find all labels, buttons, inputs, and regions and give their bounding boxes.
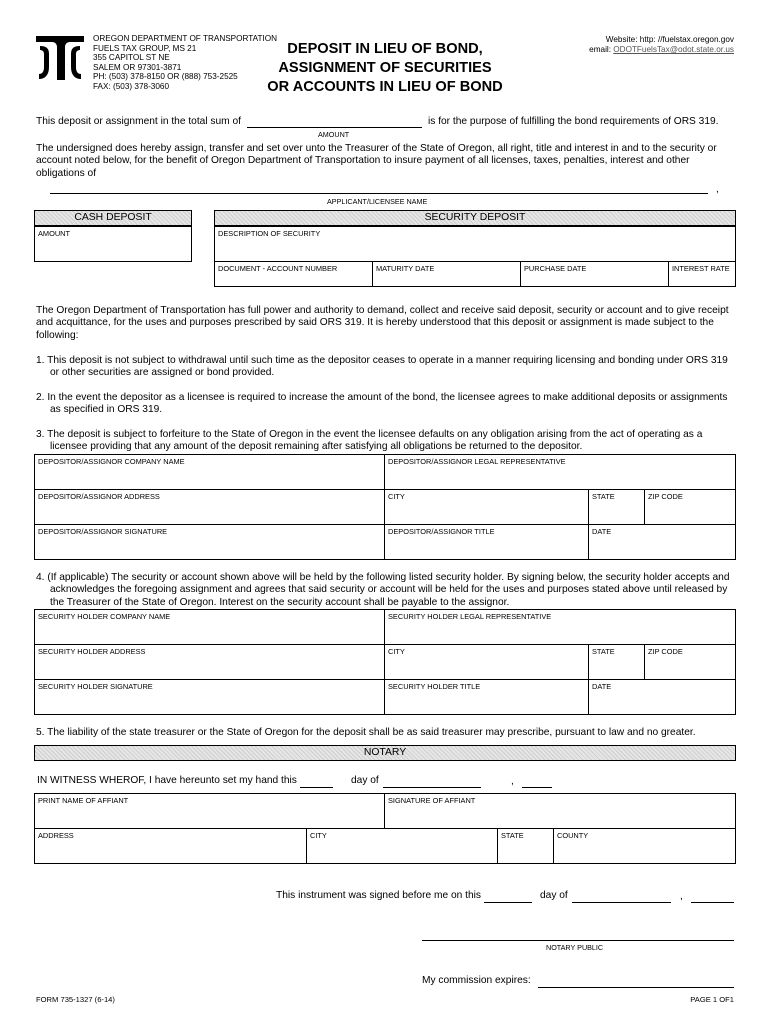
email-label: email:: [589, 45, 611, 54]
field-label: DEPOSITOR/ASSIGNOR LEGAL REPRESENTATIVE: [388, 457, 566, 466]
field-label: DEPOSITOR/ASSIGNOR COMPANY NAME: [38, 457, 185, 466]
sum-prefix: This deposit or assignment in the total sum of: [36, 116, 241, 127]
affiant-city-field[interactable]: [306, 828, 498, 864]
field-label: COUNTY: [557, 831, 589, 840]
depositor-date-field[interactable]: [588, 524, 736, 560]
holder-date-field[interactable]: [588, 679, 736, 715]
comma: ,: [716, 184, 719, 195]
field-label: STATE: [592, 492, 615, 501]
comma: ,: [680, 891, 683, 902]
field-label: MATURITY DATE: [376, 264, 435, 273]
depositor-state-field[interactable]: [588, 489, 645, 525]
form-title: [250, 40, 520, 97]
term-3: 3. The deposit is subject to forfeiture to the State of Oregon in the event the licensee defaults on any obligation arising from the act of operating as a licensee providing that any amount of the deposit remaining after satisfying all obligations be returned to the depositor.: [36, 429, 703, 453]
field-label: STATE: [592, 647, 615, 656]
agency-line: 355 CAPITOL ST NE: [93, 53, 170, 63]
signed-before-text: This instrument was signed before me on this: [276, 890, 481, 901]
assignment-paragraph: The undersigned does hereby assign, transfer and set over unto the Treasurer of the State of Oregon, all right, title and interest in and to the security or account noted below, for the benefit of Oregon Department of Transportation to insure payment of all licenses, taxes, penalties, interest and other obligations of: [36, 143, 717, 179]
signed-year-line[interactable]: [691, 902, 734, 903]
agency-line: SALEM OR 97301-3871: [93, 62, 182, 72]
signed-month-line[interactable]: [572, 902, 671, 903]
day-of-text: day of: [351, 775, 379, 786]
field-label: ZIP CODE: [648, 492, 683, 501]
affiant-name-field[interactable]: [34, 793, 385, 829]
field-label: DATE: [592, 527, 612, 536]
maturity-date-field[interactable]: [372, 261, 521, 287]
witness-text: IN WITNESS WHEROF, I have hereunto set my hand this: [37, 775, 297, 786]
field-label: SECURITY HOLDER COMPANY NAME: [38, 612, 171, 621]
field-label: SECURITY HOLDER ADDRESS: [38, 647, 146, 656]
term-4: 4. (If applicable) The security or account shown above will be held by the following listed security holder. By signing below, the security holder accepts and acknowledges the foregoing assignment and agrees that said security or account will be held for the uses and purposes stated above until released by the Treasurer of the State of Oregon. Interest on the security account shall be payable to the assignor.: [36, 572, 730, 608]
authority-paragraph: The Oregon Department of Transportation has full power and authority to demand, collect and receive said deposit, security or account and to give receipt and acquittance, for the uses and purposes prescribed by said ORS 319. It is hereby understood that this deposit or assignment is made subject to the following:: [36, 305, 729, 341]
holder-signature-field[interactable]: [34, 679, 385, 715]
depositor-signature-field[interactable]: [34, 524, 385, 560]
field-label: STATE: [501, 831, 524, 840]
commission-expires-line[interactable]: [538, 987, 734, 988]
day-of-text: day of: [540, 890, 568, 901]
field-label: PRINT NAME OF AFFIANT: [38, 796, 129, 805]
witness-year-line[interactable]: [522, 787, 552, 788]
term-5: 5. The liability of the state treasurer or the State of Oregon for the deposit shall be as said treasurer may prescribe, pursuant to law and no greater.: [36, 727, 696, 738]
field-label: ADDRESS: [38, 831, 74, 840]
field-label: DEPOSITOR/ASSIGNOR ADDRESS: [38, 492, 160, 501]
title-line: OR ACCOUNTS IN LIEU OF BOND: [267, 79, 503, 95]
holder-title-field[interactable]: [384, 679, 589, 715]
field-label: DEPOSITOR/ASSIGNOR SIGNATURE: [38, 527, 168, 536]
field-label: PURCHASE DATE: [524, 264, 587, 273]
notary-header: NOTARY: [34, 745, 736, 761]
cash-deposit-header: CASH DEPOSIT: [34, 210, 192, 226]
security-deposit-header: SECURITY DEPOSIT: [214, 210, 736, 226]
field-label: DESCRIPTION OF SECURITY: [218, 229, 321, 238]
depositor-title-field[interactable]: [384, 524, 589, 560]
odot-logo: [34, 33, 86, 83]
signed-day-line[interactable]: [484, 902, 532, 903]
field-label: INTEREST RATE: [672, 264, 730, 273]
holder-zip-field[interactable]: [644, 644, 736, 680]
field-label: DOCUMENT - ACCOUNT NUMBER: [218, 264, 338, 273]
notary-public-label: NOTARY PUBLIC: [546, 943, 604, 952]
holder-address-field[interactable]: [34, 644, 385, 680]
agency-line: FUELS TAX GROUP, MS 21: [93, 43, 197, 53]
term-2: 2. In the event the depositor as a licensee is required to increase the amount of the bond, the licensee agrees to make additional deposits or assignments as specified in ORS 319.: [36, 392, 728, 416]
document-account-number-field[interactable]: [214, 261, 373, 287]
form-number: FORM 735-1327 (6-14): [36, 995, 115, 1004]
field-label: SECURITY HOLDER LEGAL REPRESENTATIVE: [388, 612, 552, 621]
contact-info: [589, 35, 734, 55]
applicant-input-line[interactable]: [50, 193, 708, 194]
witness-month-line[interactable]: [383, 787, 481, 788]
comma: ,: [511, 776, 514, 787]
field-label: CITY: [388, 492, 405, 501]
depositor-company-field[interactable]: [34, 454, 385, 490]
cash-amount-field[interactable]: [34, 226, 192, 262]
field-label: DEPOSITOR/ASSIGNOR TITLE: [388, 527, 495, 536]
depositor-city-field[interactable]: [384, 489, 589, 525]
field-label: SECURITY HOLDER TITLE: [388, 682, 481, 691]
affiant-state-field[interactable]: [497, 828, 554, 864]
field-label: ZIP CODE: [648, 647, 683, 656]
applicant-label: APPLICANT/LICENSEE NAME: [327, 197, 428, 206]
holder-legal-rep-field[interactable]: [384, 609, 736, 645]
term-1: 1. This deposit is not subject to withdrawal until such time as the depositor ceases to operate in a manner requiring licensing and bonding under ORS 319 or other securities are assigned or bond provided.: [36, 355, 728, 379]
email-link[interactable]: ODOTFuelsTax@odot.state.or.us: [613, 45, 734, 54]
field-label: CITY: [310, 831, 327, 840]
title-line: DEPOSIT IN LIEU OF BOND,: [287, 41, 483, 57]
depositor-legal-rep-field[interactable]: [384, 454, 736, 490]
field-label: CITY: [388, 647, 405, 656]
witness-day-line[interactable]: [300, 787, 333, 788]
holder-city-field[interactable]: [384, 644, 589, 680]
sum-suffix: is for the purpose of fulfilling the bond requirements of ORS 319.: [428, 116, 719, 127]
commission-expires-text: My commission expires:: [422, 975, 531, 986]
agency-line: PH: (503) 378-8150 OR (888) 753-2525: [93, 72, 238, 82]
holder-state-field[interactable]: [588, 644, 645, 680]
field-label: DATE: [592, 682, 612, 691]
affiant-address-field[interactable]: [34, 828, 307, 864]
field-label: SIGNATURE OF AFFIANT: [388, 796, 476, 805]
field-label: AMOUNT: [38, 229, 71, 238]
purchase-date-field[interactable]: [520, 261, 669, 287]
website-text: Website: http: //fuelstax.oregon.gov: [605, 35, 734, 44]
agency-line: FAX: (503) 378-3060: [93, 81, 170, 91]
agency-line: OREGON DEPARTMENT OF TRANSPORTATION: [93, 34, 278, 43]
holder-company-field[interactable]: [34, 609, 385, 645]
depositor-address-field[interactable]: [34, 489, 385, 525]
title-line: ASSIGNMENT OF SECURITIES: [278, 60, 492, 76]
interest-rate-field[interactable]: [668, 261, 736, 287]
security-description-field[interactable]: [214, 226, 736, 262]
affiant-county-field[interactable]: [553, 828, 736, 864]
affiant-signature-field[interactable]: [384, 793, 736, 829]
depositor-zip-field[interactable]: [644, 489, 736, 525]
page-number: PAGE 1 OF1: [690, 995, 734, 1004]
amount-input-line[interactable]: [247, 127, 422, 128]
notary-signature-line[interactable]: [422, 940, 734, 941]
amount-label: AMOUNT: [318, 130, 350, 139]
field-label: SECURITY HOLDER SIGNATURE: [38, 682, 153, 691]
